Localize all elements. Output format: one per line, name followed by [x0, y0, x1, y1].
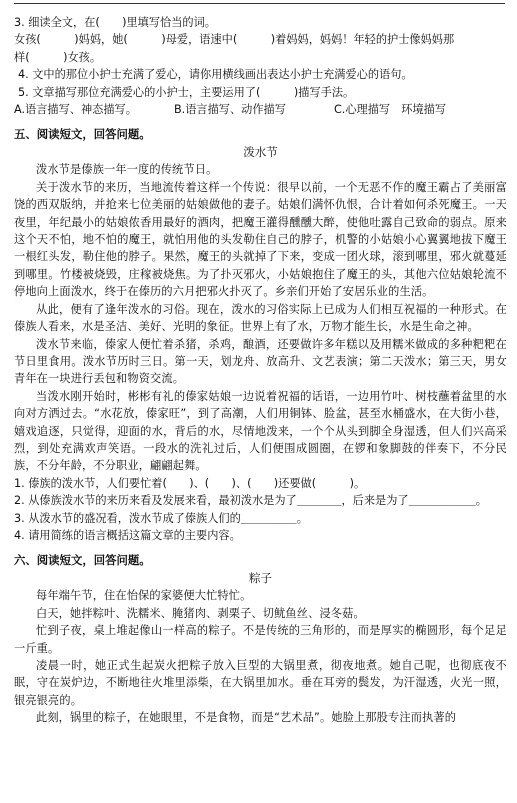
option-b: B.语言描写、动作描写: [174, 103, 286, 117]
section-5-paragraph-4: 泼水节来临，傣家人便忙着杀猪，杀鸡，酿酒，还要做许多年糕以及用糯米做成的多种粑粑在节日里食用。泼水节历时三日。第一天，划龙舟、放高升、文艺表演；第二天泼水；第三天，男女青年在一块进行丢包和物资交流。: [14, 337, 507, 386]
question-3: 3. 细读全文，在( )里填写恰当的词。: [14, 16, 216, 29]
question-5: 5. 文章描写那位充满爱心的小护士，主要运用了( )描写手法。: [18, 85, 355, 99]
section-5-heading: 五、阅读短文，回答问题。: [14, 127, 151, 142]
option-a: A.语言描写、神态描写。: [14, 103, 137, 117]
question-3-line-1: 女孩( )妈妈，她( )母爱，语速中( )着妈妈，妈妈！年轻的护士像妈妈那: [14, 33, 455, 47]
section-5-question-4: 4. 请用简练的语言概括这篇文章的主要内容。: [14, 528, 241, 542]
top-rule: [14, 3, 505, 4]
section-6-heading: 六、阅读短文，回答问题。: [14, 553, 151, 568]
question-3-line-2: 样( )女孩。: [14, 50, 102, 64]
section-6-article-title: 粽子: [249, 571, 272, 586]
section-5-paragraph-3: 从此，便有了逢年泼水的习俗。现在，泼水的习俗实际上已成为人们相互祝福的一种形式。在傣族人看来，水是圣洁、美好、光明的象征。世界上有了水，万物才能生长，水是生命之神。: [14, 302, 507, 334]
section-5-paragraph-5: 当泼水刚开始时，彬彬有礼的傣家姑娘一边说着祝福的话语，一边用竹叶、树枝蘸着盆里的水向对方洒过去。“水花放，傣家旺”，到了高潮，人们用铜钵、脸盆，甚至水桶盛水，在大街小巷，嬉戏追逐，只觉得，迎面的水，背后的水，尽情地泼来，一个个从头到脚全身湿透，但人们兴高采烈，到处充满欢声笑语。一段水的洗礼过后，人们便围成圆圈，在锣和象脚鼓的伴奏下，不分民族，不分年龄，不分职业，翩翩起舞。: [14, 389, 507, 473]
section-5-question-2: 2. 从傣族泼水节的来历来看及发展来看，最初泼水是为了＿＿＿＿，后来是为了＿＿＿＿＿＿。: [14, 494, 487, 508]
section-5-question-1: 1. 傣族的泼水节，人们要忙着( )、( )、( )还要做( )。: [14, 476, 366, 490]
section-5-question-3: 3. 从泼水节的盛况看，泼水节成了傣族人们的＿＿＿＿＿。: [14, 511, 308, 525]
option-c: C.心理描写 环境描写: [334, 103, 447, 117]
section-6-paragraph-5: 此刻，锅里的粽子，在她眼里，不是食物，而是“艺术品”。她脸上那股专注而执著的: [36, 711, 457, 725]
section-6-paragraph-4: 凌晨一时，她正式生起炭火把粽子放入巨型的大锅里煮，彻夜地煮。她自己呢，也彻底夜不眠，守在炭炉边，不断地往火堆里添柴，在大锅里加水。垂在耳旁的鬓发，为汗湿透，火光一照，银亮银亮的。: [14, 659, 507, 707]
section-5-paragraph-1: 泼水节是傣族一年一度的传统节日。: [36, 163, 218, 177]
question-5-options: [14, 101, 507, 118]
section-5-paragraph-2: 关于泼水节的来历，当地流传着这样一个传说：很早以前，一个无恶不作的魔王霸占了美丽富饶的西双版纳，并抢来七位美丽的姑娘做他的妻子。姑娘们满怀仇恨，合计着如何杀死魔王。一天夜里，年纪最小的姑娘侬香用最好的酒肉，把魔王灌得醺醺大醉，使他吐露自己致命的弱点。原来这个天不怕，地不怕的魔王，就怕用他的头发勒住自己的脖子，机警的小姑娘小心翼翼地拔下魔王一根红头发，勒住他的脖子。果然，魔王的头就掉了下来，变成一团火球，滚到哪里，邪火就蔓延到哪里。竹楼被烧毁，庄稼被烧焦。为了扑灭邪火，小姑娘抱住了魔王的头，其他六位姑娘轮流不停地向上面泼水，终于在傣历的六月把邪火扑灭了。乡亲们开始了安居乐业的生活。: [14, 180, 507, 299]
question-4: 4. 文中的那位小护士充满了爱心，请你用横线画出表达小护士充满爱心的语句。: [18, 68, 413, 82]
section-6-paragraph-1: 每年端午节，住在怡保的家婆便大忙特忙。: [36, 589, 252, 603]
section-5-article-title: 泼水节: [243, 145, 278, 160]
section-6-paragraph-2: 白天，她拌粽叶、洗糯米、腌猪肉、剥栗子、切鱿鱼丝、浸冬菇。: [36, 606, 365, 620]
section-6-paragraph-3: 忙到子夜，桌上堆起像山一样高的粽子。不是传统的三角形的，而是厚实的椭圆形，每个足足一斤重。: [14, 624, 507, 655]
